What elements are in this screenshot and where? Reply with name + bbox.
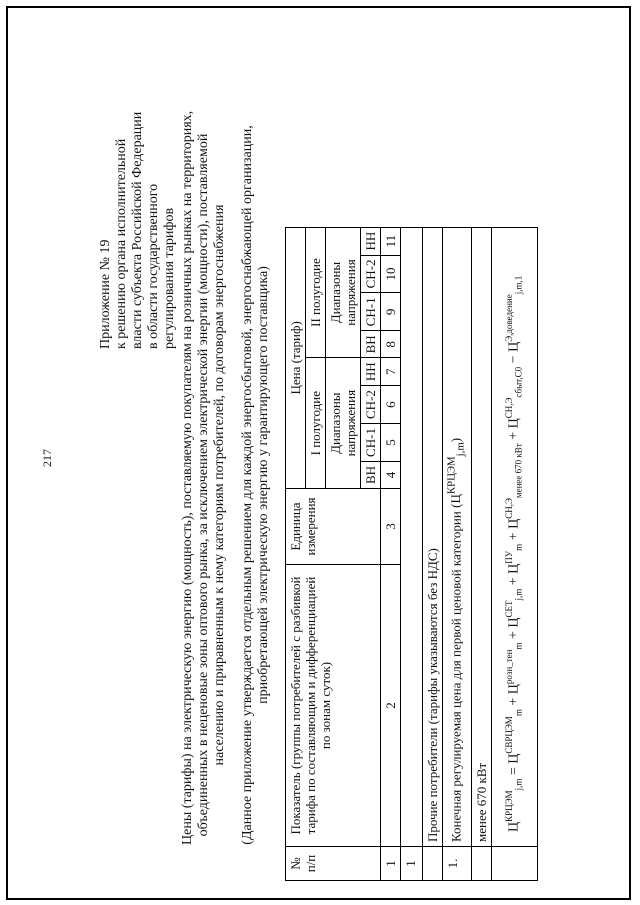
column-number: 7 — [381, 358, 401, 386]
row-number: 1 — [401, 847, 423, 881]
voltage-level: СН-2 — [361, 386, 381, 424]
formula-row — [491, 227, 537, 880]
column-number: 6 — [381, 386, 401, 424]
section-row — [423, 227, 443, 880]
appendix-line: в области государственного — [146, 183, 161, 349]
row1-label-cell — [443, 227, 472, 846]
price-header: Цена (тариф) — [286, 227, 306, 488]
row1-label: Конечная регулируемая цена для первой ценовой категории — [448, 511, 464, 842]
note-line: приобретающей электрическую энергию у гарантирующего поставщика) — [256, 266, 271, 704]
num-header: № п/п — [286, 847, 381, 881]
heading-line: Цены (тарифы) на электрическую энергию (мощность), поставляемую покупателям на розничных рынках на территориях, — [180, 110, 195, 845]
empty-cell — [401, 227, 423, 846]
empty-cell — [471, 847, 491, 881]
header-row — [286, 227, 306, 880]
column-number: 9 — [381, 293, 401, 331]
appendix-line: к решению органа исполнительной — [114, 138, 129, 349]
table-row — [401, 227, 423, 880]
voltage-level: СН-1 — [361, 424, 381, 462]
heading-line: населению и приравненным к нему категориям потребителей, по договорам энергоснабжения — [212, 204, 227, 766]
unit-header: Единица измерения — [286, 489, 381, 565]
table-row — [443, 227, 472, 880]
page-number: 217 — [40, 449, 54, 467]
column-number: 3 — [381, 489, 401, 565]
empty-cell — [491, 847, 537, 881]
table-row — [471, 227, 491, 880]
subrow-label: менее 670 кВт — [471, 227, 491, 846]
column-number: 1 — [381, 847, 401, 881]
appendix-line: регулирования тарифов — [162, 207, 177, 349]
empty-cell — [423, 847, 443, 881]
appendix-line: власти субъекта Российской Федерации — [130, 111, 145, 349]
column-number: 8 — [381, 331, 401, 358]
column-number: 5 — [381, 424, 401, 462]
document-heading — [180, 110, 272, 845]
note-line: (Данное приложение утверждается отдельным решением для каждой энергосбытовой, энергоснабжающей организации, — [240, 125, 255, 845]
appendix-block — [98, 19, 178, 349]
column-number: 10 — [381, 255, 401, 293]
voltage-range-header: Диапазоны напряжения — [326, 227, 361, 358]
half-year-2-header: II полугодие — [306, 227, 326, 358]
heading-line: объединенных в неценовые зоны оптового рынка, за исключением электрической энергии (мощности), поставляемой — [196, 133, 211, 837]
half-year-1-header: I полугодие — [306, 358, 326, 489]
price-formula: $Ц^{КРЦЭМ}_{j,m} = Ц^{СВРЦЭМ}_m + Ц^{розн\_тен}_m + Ц^{СЕТ}_{j,m} + Ц^{ПУ}_m + Ц^{СН,Э}_{менее 670 кВт} + Ц^{СН,Э}_{сбыт,С0} - Ц^{Э,доведение}_{j,m,1}$ — [491, 227, 537, 846]
column-number: 11 — [381, 227, 401, 255]
voltage-level: НН — [361, 358, 381, 386]
voltage-level: СН-1 — [361, 293, 381, 331]
column-number: 4 — [381, 461, 401, 488]
voltage-range-header: Диапазоны напряжения — [326, 358, 361, 489]
column-number: 2 — [381, 565, 401, 847]
voltage-level: НН — [361, 227, 381, 255]
row1-symbol: $(Ц^{КРЦЭМ}_{j,m})$ — [446, 437, 467, 508]
voltage-level: ВН — [361, 461, 381, 488]
voltage-level: СН-2 — [361, 255, 381, 293]
indicator-header: Показатель (группы потребителей с разбивкой тарифа по составляющим и дифференциацией по зонам суток) — [286, 565, 381, 847]
section-other-label: Прочие потребители (тарифы указываются без НДС) — [423, 227, 443, 846]
row-number: 1. — [443, 847, 472, 881]
column-number-row — [381, 227, 401, 880]
appendix-line: Приложение № 19 — [98, 239, 113, 349]
voltage-level: ВН — [361, 331, 381, 358]
tariff-table — [285, 227, 538, 881]
